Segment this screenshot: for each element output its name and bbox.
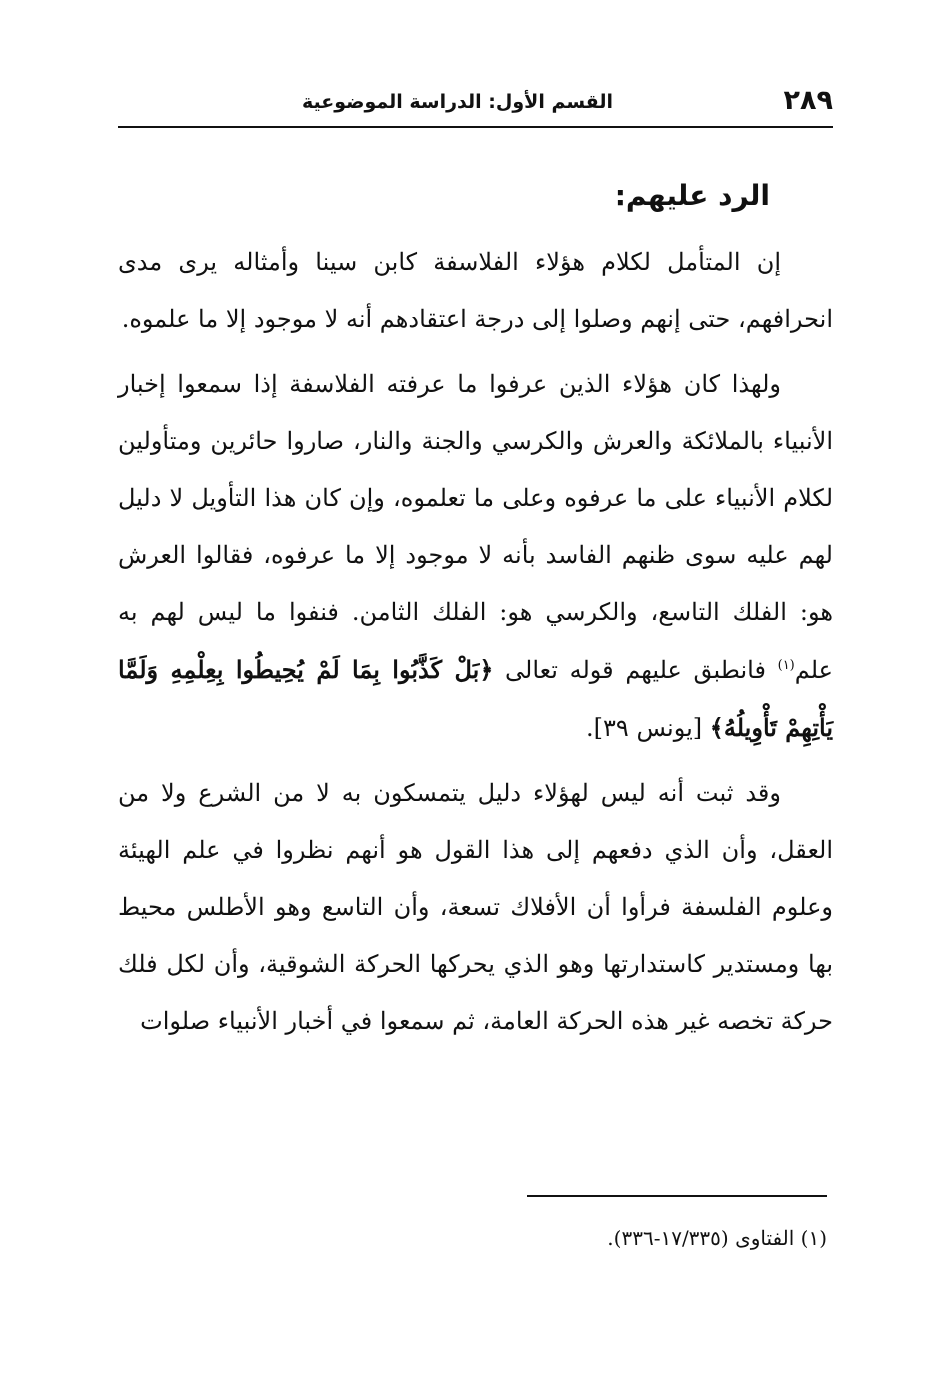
verse-citation: [يونس ٣٩]. [586, 714, 710, 742]
running-title: القسم الأول: الدراسة الموضوعية [301, 91, 613, 113]
page-header [118, 80, 833, 124]
paragraph-3: وقد ثبت أنه ليس لهؤلاء دليل يتمسكون به لا من الشرع ولا من العقل، وأن الذي دفعهم إلى هذا القول هو أنهم نظروا في علم الهيئة وعلوم الفلسفة فرأوا أن الأفلاك تسعة، وأن التاسع وهو الأطلس محيط بها ومستدير كاستدارتها وهو الذي يحركها الحركة الشوقية، وأن لكل فلك حركة تخصه غير هذه الحركة العامة، ثم سمعوا في أخبار الأنبياء صلوات [118, 779, 833, 1035]
paragraph-1: إن المتأمل لكلام هؤلاء الفلاسفة كابن سينا وأمثاله يرى مدى انحرافهم، حتى إنهم وصلوا إلى درجة اعتقادهم أنه لا موجود إلا ما علموه. [118, 248, 833, 333]
footnote: (١) الفتاوى (١٧/٣٣٥-٣٣٦). [607, 1226, 827, 1250]
page-number: ٢٨٩ [783, 85, 833, 116]
footnote-reference: (١) [777, 658, 795, 673]
section-heading: الرد عليهم: [614, 179, 770, 212]
paragraph-2 [118, 356, 833, 757]
paragraph-2-text: ولهذا كان هؤلاء الذين عرفوا ما عرفته الفلاسفة إذا سمعوا إخبار الأنبياء بالملائكة والعرش والكرسي والجنة والنار، صاروا حائرين ومتأولين لكلام الأنبياء على ما عرفوه وعلى ما تعلموه، وإن كان هذا التأويل لا دليل لهم عليه سوى ظنهم الفاسد بأنه لا موجود إلا ما عرفوه، فقالوا العرش هو: الفلك التاسع، والكرسي هو: الفلك الثامن. فنفوا ما ليس لهم به علم [118, 370, 833, 684]
paragraph-2-text-continued: فانطبق عليهم قوله تعالى [493, 656, 778, 684]
quran-verse: ﴿بَلْ كَذَّبُوا بِمَا لَمْ يُحِيطُوا بِعِلْمِهِ وَلَمَّا يَأْتِهِمْ تَأْوِيلُهُ﴾ [118, 655, 833, 742]
footnote-divider [527, 1195, 827, 1197]
body-text [118, 234, 833, 1058]
header-divider [118, 126, 833, 128]
